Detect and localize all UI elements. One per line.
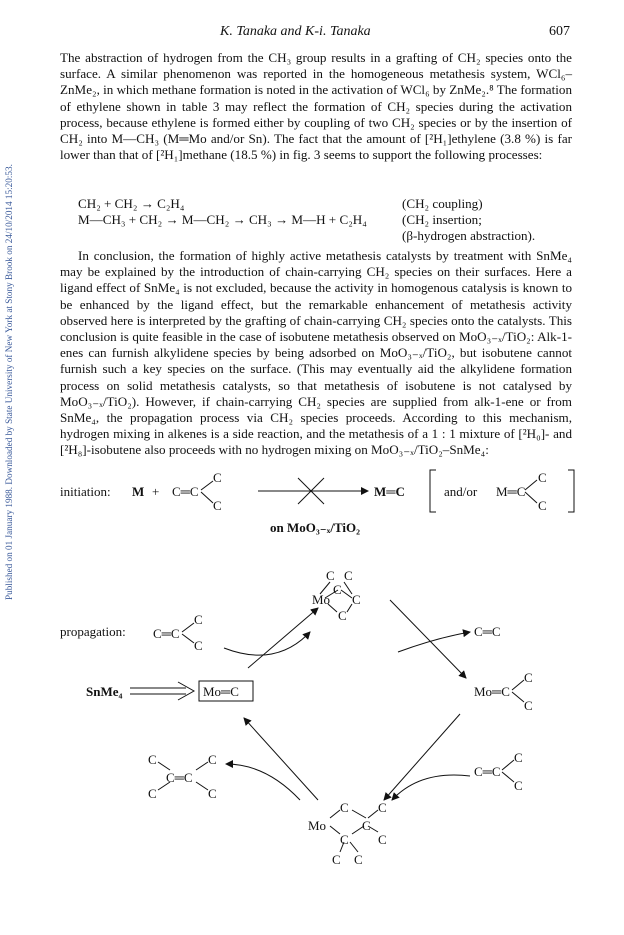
mo-carbene-box: Mo═C: [203, 684, 239, 699]
svg-text:C: C: [326, 568, 335, 583]
svg-text:C: C: [340, 800, 349, 815]
svg-text:C═C: C═C: [172, 484, 199, 499]
svg-text:C: C: [524, 670, 533, 685]
paragraph-2: In conclusion, the formation of highly active metathesis catalysts by treatment with SnMe₄ may be explained by the introduction of chain-carrying CH₂ species on their surfaces. Here a ligand effect of SnMe₄ is not excluded, because the activity in homogenous catalysis is known to be enhanced by the ligand effect, but the remarkable enhancement of metathesis activity observed here is interpreted by the grafting of chain-carrying CH₂ species onto the catalysts. This conclusion is quite feasible in the case of isobutene metathesis observed on MoO₃₋ₓ/TiO₂: Alk-1-enes can furnish alkylidene species by being adsorbed on MoO₃₋ₓ/TiO₂, but isobutene cannot furnish such a key species on the surface. (This may eventually aid the alkylidene formation process on solid metathesis catalysts, so that metathesis of isobutene is not catalysed by MoO₃₋ₓ/TiO₂). However, if chain-carrying CH₂ species are supplied from alk-1-ene or from SnMe₄, the propagation process via CH₂ species proceeds. According to this mechanism, hydrogen mixing in alkenes is a side reaction, and the metathesis of a 1 : 1 mixture of [²H₀]- and [²H₈]-isobutene also proceeds with no hydrogen mixing on MoO₃₋ₓ/TiO₂–SnMe₄:: [60, 248, 572, 458]
svg-text:C═C: C═C: [153, 626, 180, 641]
svg-text:C: C: [148, 786, 157, 801]
svg-text:C═C: C═C: [474, 624, 501, 639]
svg-text:M═C: M═C: [496, 484, 526, 499]
svg-text:+: +: [152, 484, 160, 499]
svg-text:C: C: [514, 778, 523, 793]
svg-text:C: C: [194, 638, 203, 653]
svg-text:C: C: [378, 800, 387, 815]
svg-text:C═C: C═C: [474, 764, 501, 779]
svg-text:C: C: [538, 498, 547, 513]
svg-text:Mo: Mo: [312, 592, 331, 607]
page-number: 607: [549, 24, 570, 39]
svg-text:M: M: [132, 484, 145, 499]
equation-2-left: M—CH₃ + CH₂ → M—CH₂ → CH₃ → M—H + C₂H₄: [78, 212, 367, 227]
svg-text:C: C: [524, 698, 533, 713]
propagation-label: propagation:: [60, 624, 126, 639]
equation-2-right: (CH₂ insertion;: [402, 212, 482, 227]
svg-text:Mo: Mo: [308, 818, 327, 833]
initiation-label: initiation:: [60, 484, 111, 499]
svg-text:C: C: [208, 752, 217, 767]
svg-text:C: C: [514, 750, 523, 765]
header-authors: K. Tanaka and K-i. Tanaka: [220, 24, 371, 39]
svg-text:C═C: C═C: [166, 770, 193, 785]
paragraph-1: The abstraction of hydrogen from the CH₃ group results in a grafting of CH₂ species onto the surface. A similar phenomenon was reported in the homogeneous metathesis system, WCl₆–ZnMe₂, in which methane formation is noted in the activation of WCl₆ by ZnMe₂.⁸ The formation of ethylene shown in table 3 may reflect the formation of CH₂ species during the activation process, because ethylene is formed either by coupling of two CH₂ species or by the insertion of CH₂ into M—CH₃ (M═Mo and/or Sn). The fact that the amount of [²H₁]ethylene (3.8 %) is far lower than that of [²H₁]methane (18.5 %) in fig. 3 seems to support the following processes:: [60, 50, 572, 163]
svg-text:and/or: and/or: [444, 484, 478, 499]
svg-text:C: C: [208, 786, 217, 801]
svg-text:M═C: M═C: [374, 484, 405, 499]
svg-text:C: C: [194, 612, 203, 627]
svg-text:C: C: [354, 852, 363, 867]
svg-text:C: C: [213, 498, 222, 513]
svg-text:on MoO₃₋ₓ/TiO₂: on MoO₃₋ₓ/TiO₂: [270, 520, 361, 535]
svg-text:C: C: [378, 832, 387, 847]
svg-text:C: C: [332, 852, 341, 867]
svg-text:Mo═C: Mo═C: [474, 684, 510, 699]
equation-1-right: (CH₂ coupling): [402, 196, 483, 211]
svg-text:C: C: [333, 582, 342, 597]
svg-text:C: C: [338, 608, 347, 623]
equation-3-right: (β-hydrogen abstraction).: [402, 228, 536, 243]
svg-text:C: C: [344, 568, 353, 583]
equation-1-left: CH₂ + CH₂ → C₂H₄: [78, 196, 185, 211]
sidebar-citation: Published on 01 January 1988. Downloaded by State University of New York at Stony Brook on 24/10/2014 15:20:53.: [4, 164, 14, 600]
svg-text:C: C: [213, 470, 222, 485]
snme4-label: SnMe₄: [86, 684, 123, 699]
svg-text:C: C: [148, 752, 157, 767]
svg-text:C: C: [538, 470, 547, 485]
svg-text:C: C: [362, 818, 371, 833]
svg-text:C: C: [340, 832, 349, 847]
svg-text:C: C: [352, 592, 361, 607]
